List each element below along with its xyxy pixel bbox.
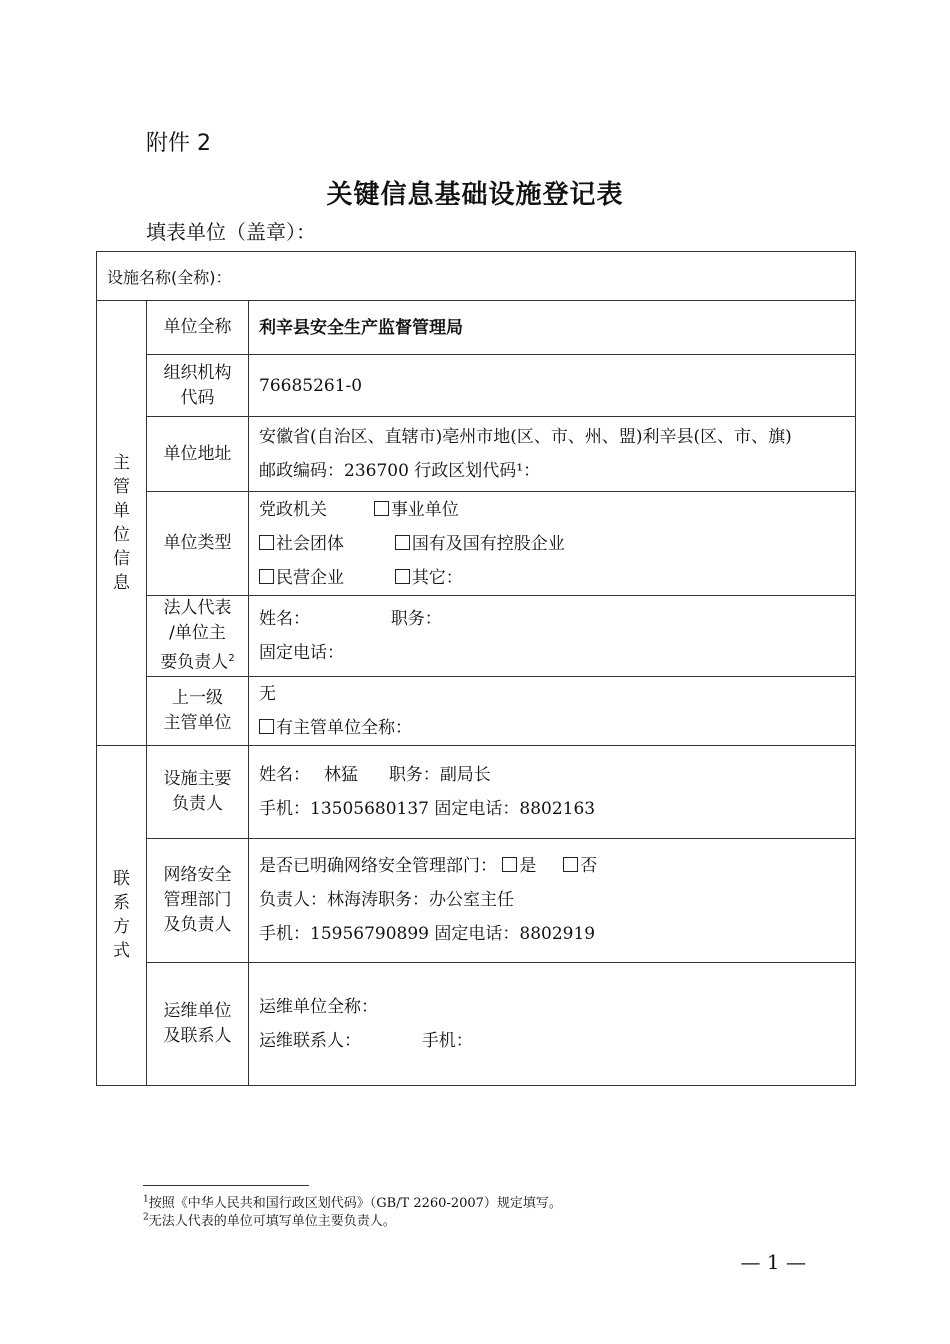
address-line2: 邮政编码：236700 行政区划代码¹：: [259, 461, 541, 481]
checkbox-icon: [259, 569, 274, 584]
fill-unit-label: 填表单位（盖章）：: [146, 220, 316, 244]
option-state-owned[interactable]: 国有及国有控股企业: [395, 534, 565, 554]
attachment-label: 附件 2: [146, 131, 211, 156]
address-line1: 安徽省(自治区、直辖市)亳州市地(区、市、州、盟)利辛县(区、市、旗): [259, 427, 792, 447]
facility-head-contact: 手机：13505680137 固定电话：8802163: [259, 798, 596, 819]
section-contact-info: 联 系 方 式: [97, 745, 147, 1085]
security-dept-label: 网络安全 管理部门 及负责人: [147, 838, 249, 962]
checkbox-icon: [563, 857, 578, 872]
facility-name-row: [97, 252, 856, 301]
registration-form-table: [96, 251, 856, 1086]
superior-value: [249, 676, 856, 745]
option-public-institution[interactable]: 事业单位: [374, 500, 459, 520]
option-no-superior[interactable]: 无: [259, 683, 276, 704]
facility-name-field[interactable]: 设施名称(全称)：: [97, 252, 856, 301]
checkbox-icon: [259, 535, 274, 550]
address-row: [97, 417, 856, 492]
org-code-label: 组织机构 代码: [147, 355, 249, 417]
security-dept-contact[interactable]: 手机：15956790899 固定电话：8802919: [259, 924, 596, 945]
footnote-1: $^1$按照《中华人民共和国行政区划代码》（GB/T 2260-2007）规定填写。: [143, 1194, 562, 1211]
maintenance-contact-person: 运维联系人：: [259, 1030, 361, 1051]
option-has-superior[interactable]: 有主管单位全称：: [259, 711, 855, 745]
legal-rep-value[interactable]: [249, 596, 856, 677]
unit-full-name-value[interactable]: 利辛县安全生产监督管理局: [249, 301, 856, 355]
security-dept-row: [97, 838, 856, 962]
unit-type-options: [249, 492, 856, 596]
unit-type-label: 单位类型: [147, 492, 249, 596]
maintenance-unit: 运维单位全称：: [259, 996, 378, 1017]
security-dept-value: 是否已明确网络安全管理部门： 是 否 负责人：林海涛职务：办公室主任 手机：15956790899 固定电话：8802919: [249, 838, 856, 962]
checkbox-icon: [395, 535, 410, 550]
legal-rep-phone: 固定电话：: [259, 642, 344, 663]
section-owner-info: 主 管 单 位 信 息: [97, 301, 147, 746]
facility-head-row: [97, 745, 856, 838]
document-title: 关键信息基础设施登记表: [326, 180, 624, 210]
option-private-enterprise[interactable]: 民营企业: [259, 568, 344, 588]
checkbox-icon: [395, 569, 410, 584]
security-dept-head[interactable]: 负责人：林海涛职务：办公室主任: [259, 890, 514, 911]
facility-head-value[interactable]: 姓名： 林猛 职务：副局长 手机：13505680137 固定电话：8802163: [249, 745, 856, 838]
legal-rep-position: 职务：: [390, 608, 442, 629]
org-code-row: [97, 355, 856, 417]
option-party-government[interactable]: 党政机关: [259, 499, 327, 520]
legal-rep-row: [97, 596, 856, 677]
facility-head-name: 林猛: [324, 764, 358, 785]
unit-full-name-label: 单位全称: [147, 301, 249, 355]
legal-rep-name: 姓名：: [259, 608, 310, 629]
maintenance-row: [97, 962, 856, 1085]
superior-row: [97, 676, 856, 745]
option-yes[interactable]: 是: [502, 856, 536, 876]
unit-full-name-row: [97, 301, 856, 355]
footnote-divider: [143, 1185, 309, 1186]
facility-head-label: 设施主要 负责人: [147, 745, 249, 838]
facility-head-position: 副局长: [439, 764, 491, 785]
maintenance-value[interactable]: [249, 962, 856, 1085]
superior-label: 上一级 主管单位: [147, 676, 249, 745]
option-no[interactable]: 否: [563, 856, 597, 876]
checkbox-icon: [502, 857, 517, 872]
maintenance-mobile: 手机：: [421, 1030, 473, 1051]
footnote-2: $^2$无法人代表的单位可填写单位主要负责人。: [143, 1212, 396, 1229]
page-number: — 1 —: [740, 1250, 806, 1274]
checkbox-icon: [259, 719, 274, 734]
unit-type-row: [97, 492, 856, 596]
checkbox-icon: [374, 501, 389, 516]
org-code-value[interactable]: 76685261-0: [249, 355, 856, 417]
maintenance-label: 运维单位 及联系人: [147, 962, 249, 1085]
option-social-group[interactable]: 社会团体: [259, 534, 344, 554]
option-other[interactable]: 其它：: [395, 568, 463, 588]
legal-rep-label: 法人代表 /单位主 要负责人$^2$: [147, 596, 249, 677]
address-value[interactable]: [249, 417, 856, 492]
address-label: 单位地址: [147, 417, 249, 492]
